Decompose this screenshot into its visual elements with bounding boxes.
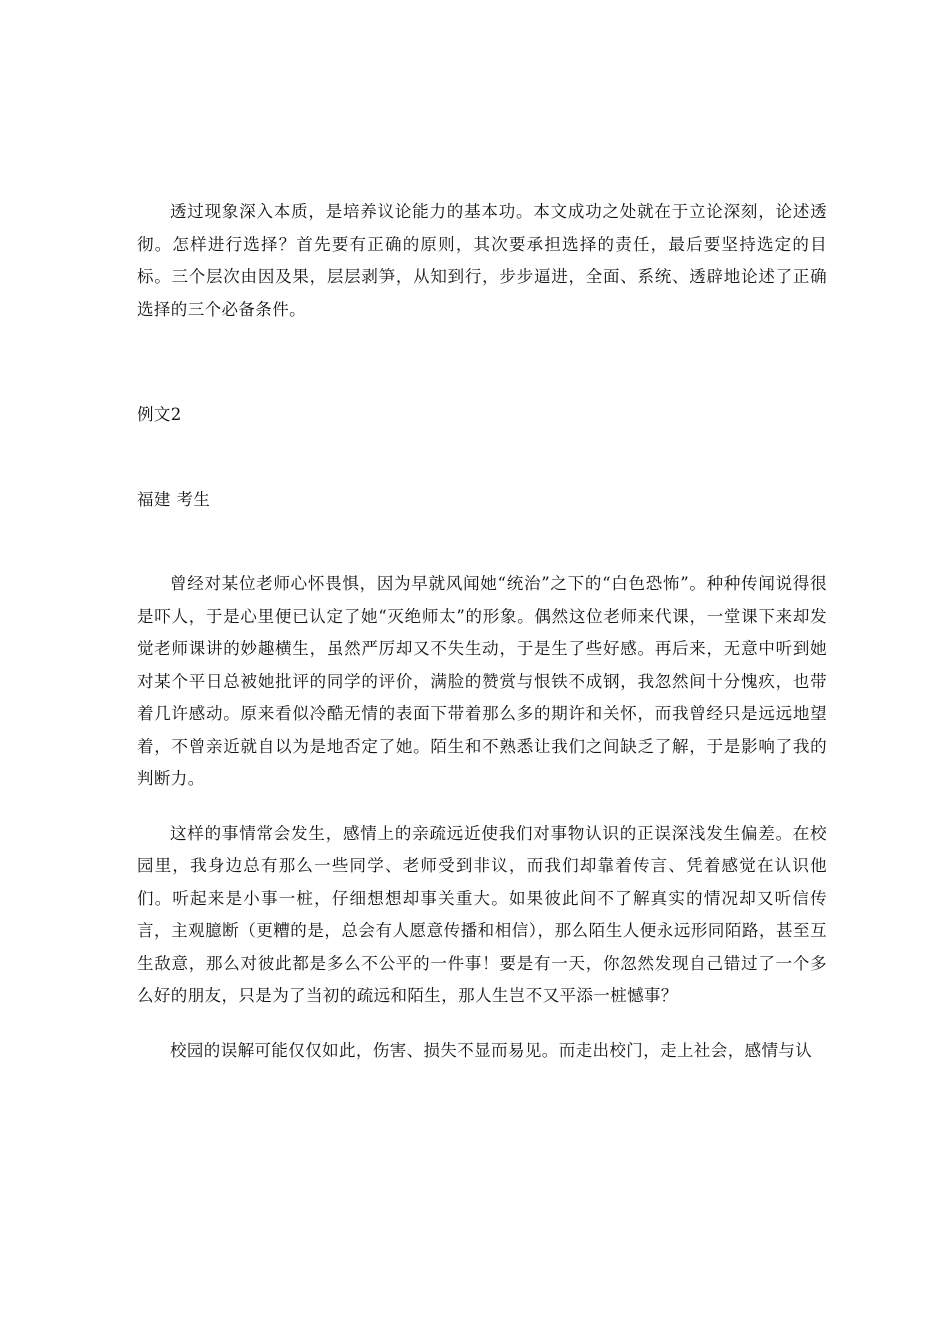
- author-line: 福建 考生: [137, 489, 211, 509]
- commentary-paragraph: 透过现象深入本质，是培养议论能力的基本功。本文成功之处就在于立论深刻，论述透彻。怎样进行选择？首先要有正确的原则，其次要承担选择的责任，最后要坚持选定的目标。三个层次由因及果，层层剥笋，从知到行，步步逼进，全面、系统、透辟地论述了正确选择的三个必备条件。: [137, 202, 827, 319]
- spacer: [137, 796, 827, 818]
- example-title: 例文2: [137, 405, 182, 424]
- document-body: [137, 196, 827, 1067]
- essay-paragraph-2: 这样的事情常会发生，感情上的亲疏远近使我们对事物认识的正误深浅发生偏差。在校园里，我身边总有那么一些同学、老师受到非议，而我们却靠着传言、凭着感觉在认识他们。听起来是小事一桩，仔细想想却事关重大。如果彼此间不了解真实的情况却又听信传言，主观臆断（更糟的是，总会有人愿意传播和相信），那么陌生人便永远形同陌路，甚至互生敌意，那么对彼此都是多么不公平的一件事！要是有一天，你忽然发现自己错过了一个多么好的朋友，只是为了当初的疏远和陌生，那人生岂不又平添一桩憾事？: [137, 823, 827, 1005]
- spacer: [137, 326, 827, 399]
- spacer: [137, 516, 827, 568]
- essay-paragraph-1: 曾经对某位老师心怀畏惧，因为早就风闻她“统治”之下的“白色恐怖”。种种传闻说得很是吓人，于是心里便已认定了她“灭绝师太”的形象。偶然这位老师来代课，一堂课下来却发觉老师课讲的妙趣横生，虽然严厉却又不失生动，于是生了些好感。再后来，无意中听到她对某个平日总被她批评的同学的评价，满脸的赞赏与恨铁不成钢，我忽然间十分愧疚，也带着几许感动。原来看似冷酷无情的表面下带着那么多的期许和关怀，而我曾经只是远远地望着，不曾亲近就自以为是地否定了她。陌生和不熟悉让我们之间缺乏了解，于是影响了我的判断力。: [137, 574, 827, 788]
- spacer: [137, 1013, 827, 1035]
- spacer: [137, 432, 827, 484]
- essay-paragraph-3: 校园的误解可能仅仅如此，伤害、损失不显而易见。而走出校门，走上社会，感情与认: [170, 1040, 813, 1060]
